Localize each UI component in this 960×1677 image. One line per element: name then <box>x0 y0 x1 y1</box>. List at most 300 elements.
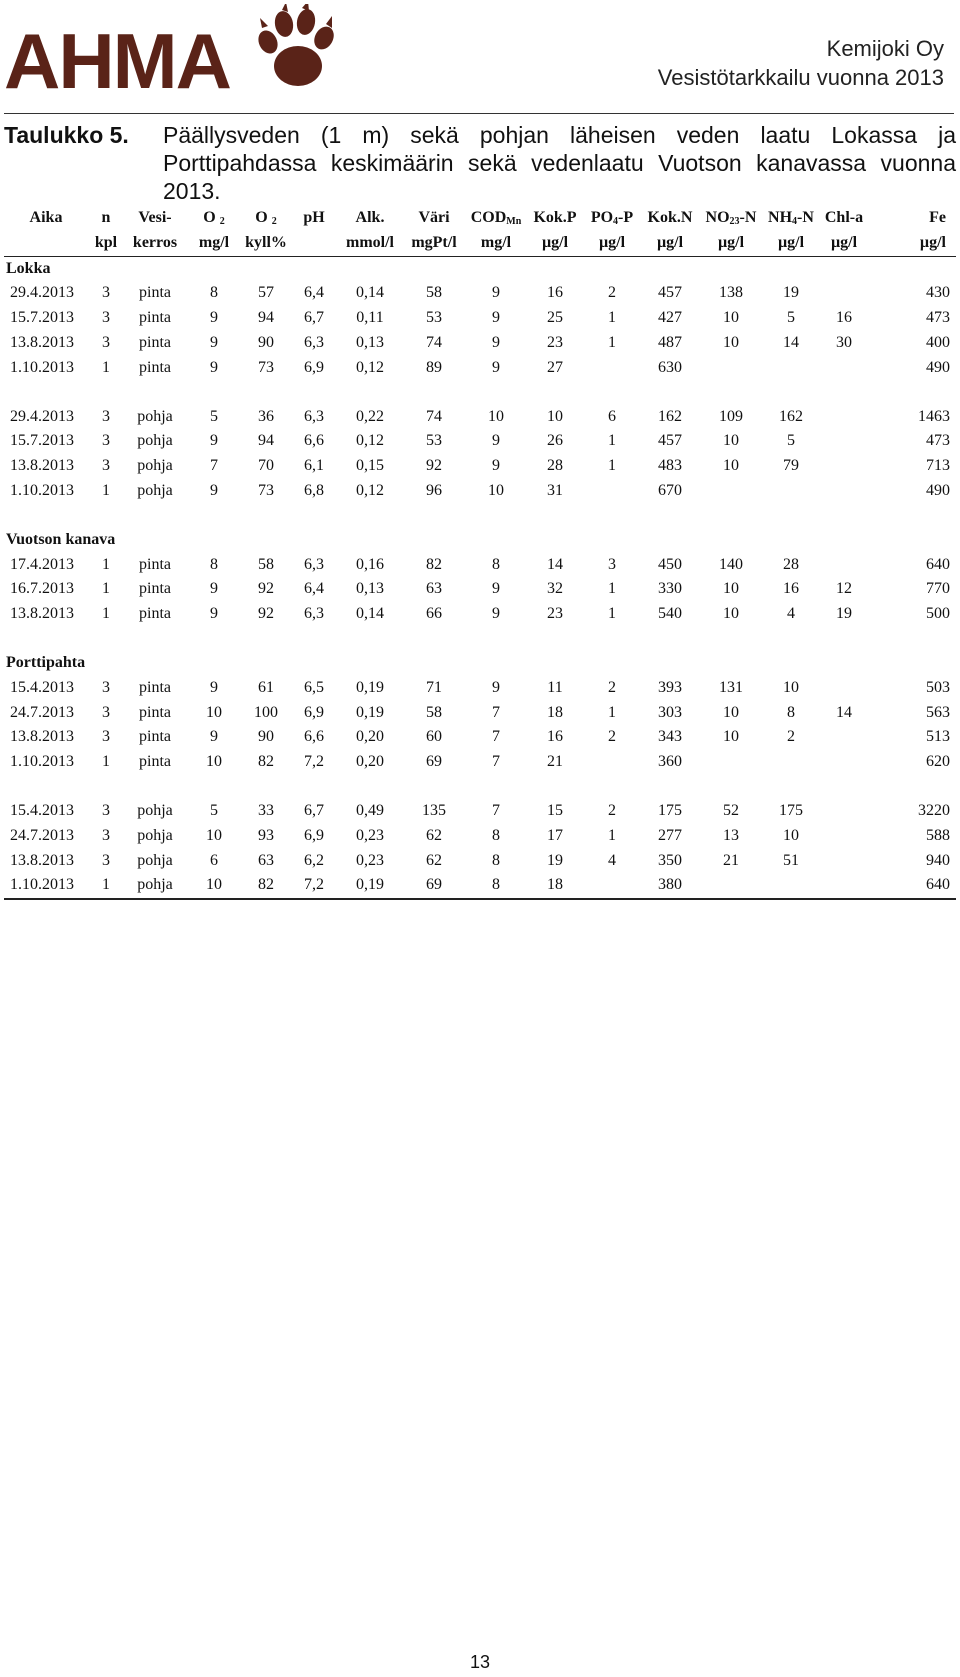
table-cell: 0,14 <box>356 605 384 623</box>
col-fe: Fe <box>929 209 946 226</box>
table-cell: 9 <box>492 605 500 623</box>
table-cell: 36 <box>258 407 274 425</box>
table-cell: pohja <box>137 407 173 425</box>
table-cell <box>820 553 868 578</box>
table-cell: 10 <box>547 407 563 425</box>
table-cell: 10 <box>488 481 504 499</box>
table-cell: 6,2 <box>304 851 324 869</box>
table-cell: 10 <box>206 826 222 844</box>
table-cell: 15.4.2013 <box>10 678 74 696</box>
table-cell: 13.8.2013 <box>10 728 74 746</box>
unit-cell: kerros <box>124 231 186 256</box>
table-cell: 513 <box>926 728 950 746</box>
table-cell: 1 <box>608 605 616 623</box>
spacer-row <box>4 504 956 528</box>
table-cell: 60 <box>426 728 442 746</box>
table-row <box>4 479 956 504</box>
table-cell: 131 <box>719 678 743 696</box>
table-cell: pinta <box>139 309 171 327</box>
table-cell <box>820 824 868 849</box>
table-cell: 487 <box>658 333 682 351</box>
table-cell: 13 <box>723 826 739 844</box>
table-cell: 13.8.2013 <box>10 605 74 623</box>
table-cell: 23 <box>547 605 563 623</box>
table-cell: 0,20 <box>356 728 384 746</box>
table-cell: 1 <box>608 333 616 351</box>
table-cell: 277 <box>658 826 682 844</box>
water-quality-table <box>4 206 956 900</box>
table-cell: 8 <box>787 703 795 721</box>
col-alk: Alk. <box>355 209 385 226</box>
table-row <box>4 454 956 479</box>
table-cell: 7,2 <box>290 873 338 899</box>
table-cell: 6,6 <box>304 432 324 450</box>
table-cell: 8 <box>210 284 218 302</box>
table-cell: 9 <box>492 333 500 351</box>
table-cell: 6 <box>608 407 616 425</box>
table-cell: 7 <box>492 728 500 746</box>
table-cell: 3 <box>102 407 110 425</box>
unit-cell: µg/l <box>820 231 868 256</box>
table-cell: 7,2 <box>304 753 324 771</box>
table-cell: 3 <box>102 432 110 450</box>
paw-print-icon <box>252 4 336 96</box>
table-cell: 6,7 <box>304 309 324 327</box>
table-cell: 14 <box>836 703 852 721</box>
section-title: Porttipahta <box>6 653 86 671</box>
table-cell: 3 <box>102 284 110 302</box>
table-cell: 10 <box>783 826 799 844</box>
table-row <box>4 849 956 874</box>
table-cell: 0,49 <box>356 801 384 819</box>
col-vari: Väri <box>418 209 450 226</box>
table-cell: 16 <box>547 728 563 746</box>
table-cell: 24.7.2013 <box>10 703 74 721</box>
table-cell: 6,5 <box>304 678 324 696</box>
table-cell: 6,1 <box>304 457 324 475</box>
table-cell: 13.8.2013 <box>10 333 74 351</box>
section-heading-row <box>4 528 956 553</box>
table-cell: 162 <box>658 407 682 425</box>
table-cell: 0,23 <box>356 851 384 869</box>
table-cell: 473 <box>926 432 950 450</box>
table-cell: 10 <box>723 580 739 598</box>
table-cell: 63 <box>258 851 274 869</box>
table-cell: 1 <box>102 580 110 598</box>
table-cell: 10 <box>723 728 739 746</box>
table-cell <box>820 281 868 306</box>
table-row <box>4 873 956 899</box>
table-cell: 330 <box>658 580 682 598</box>
table-cell: 3 <box>102 801 110 819</box>
table-cell: 3220 <box>918 801 950 819</box>
table-cell: pohja <box>124 873 186 899</box>
table-cell: 16 <box>783 580 799 598</box>
table-cell: 70 <box>258 457 274 475</box>
table-cell: 3 <box>608 555 616 573</box>
table-cell: 6,8 <box>304 481 324 499</box>
table-cell: 1.10.2013 <box>10 358 74 376</box>
table-cell: 10 <box>206 703 222 721</box>
table-cell: 10 <box>723 605 739 623</box>
col-vesikerros: Vesi- <box>138 209 172 226</box>
table-cell: 2 <box>608 801 616 819</box>
table-cell: 343 <box>658 728 682 746</box>
table-cell: 162 <box>779 407 803 425</box>
table-cell: pohja <box>137 432 173 450</box>
table-cell: 92 <box>426 457 442 475</box>
table-cell: 427 <box>658 309 682 327</box>
table-cell: 400 <box>926 333 950 351</box>
table-cell <box>700 356 762 381</box>
table-cell: 69 <box>426 753 442 771</box>
table-cell: 23 <box>547 333 563 351</box>
table-row <box>4 701 956 726</box>
table-cell: 3 <box>102 703 110 721</box>
header-row-units <box>4 231 956 256</box>
table-row <box>4 676 956 701</box>
table-cell: 4 <box>608 851 616 869</box>
table-cell: 74 <box>426 407 442 425</box>
table-cell: 74 <box>426 333 442 351</box>
table-cell <box>820 873 868 899</box>
col-no23n: $NO_{23}-N$ <box>705 209 757 227</box>
table-cell: 58 <box>426 284 442 302</box>
spacer-row <box>4 381 956 405</box>
table-cell: 6,3 <box>304 407 324 425</box>
unit-cell <box>4 231 88 256</box>
table-cell: 6,3 <box>304 333 324 351</box>
table-cell: 1 <box>608 580 616 598</box>
table-cell: 53 <box>426 309 442 327</box>
table-cell: 1 <box>88 873 124 899</box>
col-o2-mg: O $_2$ <box>203 209 225 227</box>
table-cell: 62 <box>426 851 442 869</box>
col-n: n <box>101 209 111 226</box>
table-cell: 57 <box>258 284 274 302</box>
unit-cell <box>290 231 338 256</box>
table-cell: 620 <box>926 753 950 771</box>
table-cell <box>700 873 762 899</box>
table-cell: 303 <box>658 703 682 721</box>
table-cell: 15 <box>547 801 563 819</box>
table-cell: 58 <box>426 703 442 721</box>
table-cell: 9 <box>210 678 218 696</box>
table-cell: 0,16 <box>356 555 384 573</box>
table-cell: 1.10.2013 <box>10 481 74 499</box>
col-cod: $COD_{Mn}$ <box>470 209 522 227</box>
table-row <box>4 356 956 381</box>
unit-cell: mgPt/l <box>402 231 466 256</box>
table-cell: pohja <box>137 481 173 499</box>
table-cell: 66 <box>426 605 442 623</box>
table-cell: 25 <box>547 309 563 327</box>
table-cell: 3 <box>102 826 110 844</box>
table-cell: 32 <box>547 580 563 598</box>
table-cell: 0,15 <box>356 457 384 475</box>
table-cell: 2 <box>608 284 616 302</box>
table-cell: 6,9 <box>304 826 324 844</box>
table-cell: 61 <box>258 678 274 696</box>
logo-wordmark: AHMA <box>4 17 230 105</box>
table-cell: 0,19 <box>338 873 402 899</box>
table-cell: 490 <box>926 358 950 376</box>
table-cell: 1 <box>608 703 616 721</box>
table-cell: 10 <box>186 873 242 899</box>
table-cell: 15.7.2013 <box>10 309 74 327</box>
table-cell: 100 <box>254 703 278 721</box>
table-cell: 640 <box>868 873 956 899</box>
table-row <box>4 429 956 454</box>
table-row <box>4 725 956 750</box>
table-cell: 82 <box>258 753 274 771</box>
table-cell: 13.8.2013 <box>10 851 74 869</box>
table-cell: 3 <box>102 309 110 327</box>
col-nh4n: $NH_4-N$ <box>768 209 814 227</box>
table-cell <box>820 725 868 750</box>
table-cell: 1 <box>608 432 616 450</box>
table-row <box>4 405 956 430</box>
table-cell <box>584 750 640 775</box>
table-cell <box>820 454 868 479</box>
unit-cell: µg/l <box>526 231 584 256</box>
table-cell: 8 <box>210 555 218 573</box>
table-cell: 490 <box>926 481 950 499</box>
table-cell: 51 <box>783 851 799 869</box>
table-cell: 8 <box>492 555 500 573</box>
table-cell: 540 <box>658 605 682 623</box>
page-header <box>0 0 960 110</box>
table-cell: 473 <box>926 309 950 327</box>
unit-cell: kpl <box>88 231 124 256</box>
table-cell: 1 <box>608 457 616 475</box>
table-cell: 27 <box>547 358 563 376</box>
table-cell: 3 <box>102 851 110 869</box>
table-row <box>4 577 956 602</box>
table-row <box>4 331 956 356</box>
table-cell: 92 <box>258 605 274 623</box>
table-cell: 9 <box>492 457 500 475</box>
table-cell: 26 <box>547 432 563 450</box>
table-cell: 29.4.2013 <box>10 284 74 302</box>
table-cell: 53 <box>426 432 442 450</box>
table-cell: 5 <box>787 309 795 327</box>
table-cell: 1 <box>102 753 110 771</box>
table-cell: 16.7.2013 <box>10 580 74 598</box>
table-cell: pohja <box>137 851 173 869</box>
table-cell: 1.10.2013 <box>10 753 74 771</box>
table-cell <box>700 479 762 504</box>
table-cell: 135 <box>422 801 446 819</box>
table-cell: 393 <box>658 678 682 696</box>
table-cell: 69 <box>402 873 466 899</box>
table-cell: 7 <box>492 703 500 721</box>
table-cell: 11 <box>547 678 563 696</box>
table-cell: 3 <box>102 678 110 696</box>
table-cell: 138 <box>719 284 743 302</box>
table-cell: 350 <box>658 851 682 869</box>
table-cell: pinta <box>139 284 171 302</box>
table-cell: 14 <box>547 555 563 573</box>
table-cell: 9 <box>210 728 218 746</box>
table-row <box>4 553 956 578</box>
table-cell: 15.4.2013 <box>10 801 74 819</box>
unit-cell: mg/l <box>186 231 242 256</box>
table-cell: 6,3 <box>304 605 324 623</box>
header-divider <box>4 113 954 114</box>
table-cell: 0,11 <box>356 309 384 327</box>
table-cell: 9 <box>492 309 500 327</box>
table-cell: 1 <box>102 358 110 376</box>
table-cell: 92 <box>258 580 274 598</box>
table-cell: 503 <box>926 678 950 696</box>
table-cell: 30 <box>836 333 852 351</box>
table-cell <box>820 750 868 775</box>
table-cell: 1 <box>102 555 110 573</box>
table-cell: 10 <box>723 703 739 721</box>
table-cell: 6,9 <box>304 358 324 376</box>
table-row <box>4 281 956 306</box>
table-cell: 9 <box>492 580 500 598</box>
table-cell: 457 <box>658 432 682 450</box>
table-cell: 29.4.2013 <box>10 407 74 425</box>
table-cell: 450 <box>658 555 682 573</box>
table-cell: 9 <box>492 432 500 450</box>
table-cell: pinta <box>139 753 171 771</box>
table-cell: 6,6 <box>304 728 324 746</box>
table-cell: 5 <box>210 801 218 819</box>
table-cell: 9 <box>210 580 218 598</box>
table-cell: 1 <box>102 481 110 499</box>
table-cell: 9 <box>210 481 218 499</box>
table-cell <box>584 479 640 504</box>
table-row <box>4 602 956 627</box>
table-cell: 82 <box>426 555 442 573</box>
unit-cell: µg/l <box>584 231 640 256</box>
table-cell: 3 <box>102 457 110 475</box>
table-cell: 1463 <box>918 407 950 425</box>
table-cell: 0,20 <box>356 753 384 771</box>
table-cell: 16 <box>836 309 852 327</box>
table-cell: 1.10.2013 <box>4 873 88 899</box>
col-ph: pH <box>303 209 325 226</box>
table-cell: 1 <box>102 605 110 623</box>
col-o2-kyll: O $_2$ <box>255 209 277 227</box>
table-cell: 6 <box>210 851 218 869</box>
table-cell: 940 <box>926 851 950 869</box>
table-cell: 18 <box>526 873 584 899</box>
table-cell <box>762 356 820 381</box>
table-cell: 457 <box>658 284 682 302</box>
table-cell: 73 <box>258 481 274 499</box>
table-cell: 8 <box>466 873 526 899</box>
table-cell: 31 <box>547 481 563 499</box>
caption-label: Taulukko 5. <box>4 122 129 148</box>
table-cell: 19 <box>547 851 563 869</box>
table-cell: 7 <box>210 457 218 475</box>
table-cell: 52 <box>723 801 739 819</box>
table-cell: 89 <box>426 358 442 376</box>
table-cell: 21 <box>547 753 563 771</box>
table-cell: 21 <box>723 851 739 869</box>
table-cell: 563 <box>926 703 950 721</box>
table-cell: 73 <box>258 358 274 376</box>
table-cell: 430 <box>926 284 950 302</box>
table-cell: 3 <box>102 728 110 746</box>
table-cell: 380 <box>640 873 700 899</box>
table-cell: 0,19 <box>356 703 384 721</box>
table-cell: pinta <box>139 333 171 351</box>
table-cell: 10 <box>206 753 222 771</box>
table-cell: 140 <box>719 555 743 573</box>
table-cell: 10 <box>723 432 739 450</box>
table-cell: 90 <box>258 728 274 746</box>
table-row <box>4 306 956 331</box>
table-cell: 19 <box>836 605 852 623</box>
table-cell <box>820 356 868 381</box>
section-heading-row <box>4 256 956 281</box>
table-cell: 10 <box>723 457 739 475</box>
col-aika: Aika <box>29 209 63 226</box>
unit-cell: mmol/l <box>338 231 402 256</box>
table-cell: 6,9 <box>304 703 324 721</box>
table-cell: 10 <box>723 309 739 327</box>
table-cell: 1 <box>608 309 616 327</box>
table-cell: 63 <box>426 580 442 598</box>
page-number: 13 <box>469 1652 491 1672</box>
table-cell: 9 <box>210 309 218 327</box>
table-cell: 9 <box>492 678 500 696</box>
table-cell: 58 <box>258 555 274 573</box>
table-cell: 0,13 <box>356 580 384 598</box>
table-cell: 175 <box>779 801 803 819</box>
table-cell: 9 <box>492 358 500 376</box>
table-cell: 62 <box>426 826 442 844</box>
table-cell: 8 <box>492 851 500 869</box>
section-title: Lokka <box>6 259 51 277</box>
table-cell: pinta <box>139 703 171 721</box>
table-cell: 0,12 <box>356 432 384 450</box>
table-cell: 3 <box>102 333 110 351</box>
unit-cell: µg/l <box>762 231 820 256</box>
table-cell: 90 <box>258 333 274 351</box>
table-cell: pinta <box>139 555 171 573</box>
col-kokn: Kok.N <box>647 209 693 226</box>
table-cell: pinta <box>139 605 171 623</box>
table-cell: 0,12 <box>356 481 384 499</box>
table-cell: 0,12 <box>356 358 384 376</box>
table-cell: 79 <box>783 457 799 475</box>
table-cell: 24.7.2013 <box>10 826 74 844</box>
table-cell: pinta <box>139 728 171 746</box>
table-cell: 0,13 <box>356 333 384 351</box>
table-cell: 7 <box>492 753 500 771</box>
table-cell: 5 <box>787 432 795 450</box>
report-title: Vesistötarkkailu vuonna 2013 <box>657 65 944 90</box>
table-cell: 9 <box>210 358 218 376</box>
table-cell <box>820 405 868 430</box>
table-cell: 28 <box>547 457 563 475</box>
table-cell: 10 <box>723 333 739 351</box>
table-cell: 12 <box>836 580 852 598</box>
table-cell: 10 <box>783 678 799 696</box>
unit-cell: µg/l <box>640 231 700 256</box>
table-cell <box>584 356 640 381</box>
table-cell: 109 <box>719 407 743 425</box>
table-cell: 0,23 <box>356 826 384 844</box>
spacer-row <box>4 627 956 651</box>
table-cell: 0,14 <box>356 284 384 302</box>
